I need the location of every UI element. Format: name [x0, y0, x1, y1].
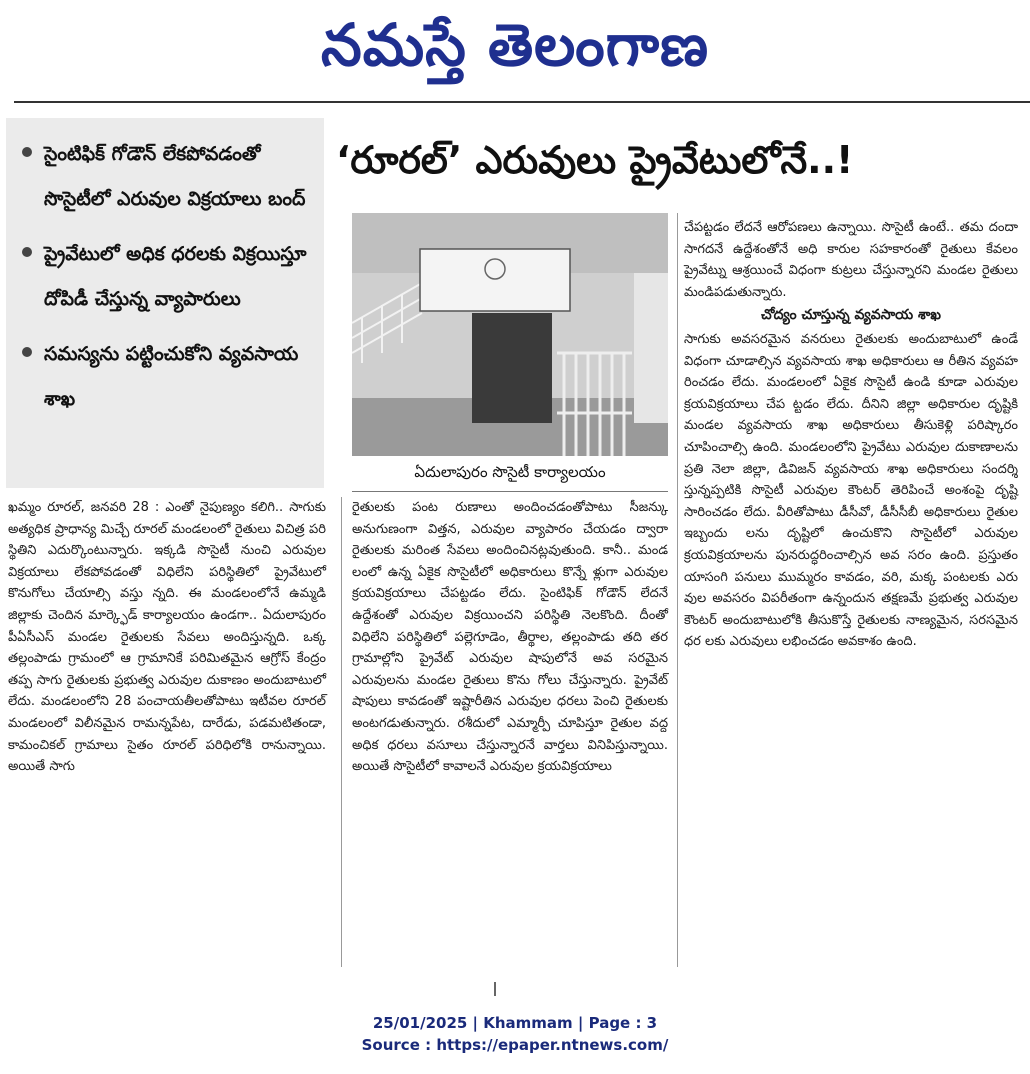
masthead-rule: [14, 101, 1030, 103]
source-link[interactable]: Source : https://epaper.ntnews.com/: [361, 1036, 669, 1054]
caption-rule: [352, 491, 668, 492]
highlight-text: సమస్యను పట్టించుకోని వ్యవసాయ శాఖ: [44, 343, 299, 410]
office-building-illustration: [352, 213, 668, 456]
article-paragraph: రైతులకు పంట రుణాలు అందించడంతోపాటు సీజన్కు అనుగుణంగా విత్తన, ఎరువుల వ్యాపారం చేయడం ద్వారా రైతులకు మరింత సేవలు అందించినట్లవుతుంది. కానీ.. మండ లంలో ఉన్న ఏకైక సొసైటీలో అధికారులు కొన్నే ళ్లుగా ఎరువుల క్రయవిక్రయాలు చేపట్టడం లేదు. సైంటిఫిక్ గోడౌన్ లేదనే ఉద్దేశంతో ఎరువుల విక్రయించని పరిస్థితి నెలకొంది. దీంతో విధిలేని పరిస్థితిలో పల్లెగూడెం, తీర్థాల, తల్లంపాడు తది తర గ్రామాల్లోని ప్రైవేట్ ఎరువుల షాపులోనే అవ సరమైన ఎరువులను మండల రైతులు కొను గోలు చేస్తున్నారు. ప్రైవేట్ షాపులు కావడంతో ఇష్టారీతిన ఎరువుల ధరలు పెంచి రైతులకు అంటగడుతున్నారు. రశీదులో ఎమ్మార్పీ చూపిస్తూ రైతుల వద్ద అధిక ధరలు వసూలు చేస్తున్నారనే వార్తలు వినిపిస్తున్నాయి. అయితే సొసైటీలో కావాలనే ఎరువుల క్రయవిక్రయాలు: [352, 500, 668, 775]
article-subheading: చోద్యం చూస్తున్న వ్యవసాయ శాఖ: [761, 307, 941, 324]
article-paragraph: ఖమ్మం రూరల్, జనవరి 28 : ఎంతో నైపుణ్యం కలిగి.. సాగుకు అత్యధిక ప్రాధాన్య మిచ్చే రూరల్ మండలంలో రైతులు విచిత్ర పరి స్థితిని ఎదుర్కొంటున్నారు. ఇక్కడి సొసైటీ నుంచి ఎరువుల విక్రయాలు లేకపోవడంతో విధిలేని పరిస్థితిలో ప్రైవేటులో కొనుగోలు చేయాల్సి వస్తు న్నది. ఈ మండలంలోనే ఉమ్మడి జిల్లాకు చెందిన మార్క్ఫెడ్ కార్యాలయం ఉండగా.. ఏదులాపురం పీఏసీఎస్ మండల రైతులకు సేవలు అందిస్తున్నది. ఒక్క తల్లంపాడు గ్రామంలో ఆ గ్రామానికే పరిమితమైన ఆగ్రోస్ కేంద్రం తప్ప సాగు రైతులకు ప్రభుత్వ ఎరువుల దుకాణం అందుబాటులో లేదు. మండలంలోని 28 పంచాయతీలతోపాటు ఇటీవల రూరల్ మండలంలో విలీనమైన రామన్నపేట, దారేడు, పడమటితండా, కామంచికల్ గ్రామాలు సైతం రూరల్ పరిధిలోకి రానున్నాయి. అయితే సాగు: [8, 500, 326, 775]
newspaper-title: నమస్తే తెలంగాణ: [321, 11, 709, 79]
highlight-text: ప్రైవేటులో అధిక ధరలకు విక్రయిస్తూ దోపిడీ చేస్తున్న వ్యాపారులు: [44, 243, 307, 310]
highlight-item: [22, 332, 316, 422]
edition-info: 25/01/2025 | Khammam | Page : 3: [372, 1014, 658, 1032]
highlight-text: సైంటిఫిక్ గోడౌన్ లేకపోవడంతో సొసైటీలో ఎరువుల విక్రయాలు బంద్: [44, 143, 306, 210]
column-divider: [677, 213, 678, 967]
highlight-item: [22, 132, 316, 222]
photo-caption: ఏదులాపురం సొసైటీ కార్యాలయం: [414, 463, 606, 481]
bullet-icon: [22, 147, 32, 157]
article-paragraph: సాగుకు అవసరమైన వనరులు రైతులకు అందుబాటులో ఉండే విధంగా చూడాల్సిన వ్యవసాయ శాఖ అధికారులు ఆ రీతిన వ్యవహ రించడం లేదు. మండలంలో ఏకైక సొసైటీ ఉండి కూడా ఎరువుల క్రయవిక్రయాలు చేప ట్టడం లేదు. దీనిని జిల్లా అధికారుల దృష్టికి మండల వ్యవసాయ శాఖ అధికారులు తీసుకెళ్లి పరిష్కారం చూపించాల్సి ఉంది. మండలంలోని ప్రైవేటు ఎరువుల దుకాణాలను ప్రతి నెలా జిల్లా, డివిజన్ వ్యవసాయ శాఖ అధికారులు సందర్శి స్తున్నప్పటికి సొసైటీ ఎరువుల కౌంటర్ తెరిపించే అంశంపై దృష్టి సారించడం లేదు. వీరితోపాటు డీసీవో, డీసీసీబీ అధికారులు రైతుల ఇబ్బందు లను దృష్టిలో ఉంచుకొని సొసైటీలో ఎరువుల క్రయవిక్రయాలను పునరుద్ధరించాల్సిన అవ సరం ఉంది. ప్రస్తుతం యాసంగి పనులు ముమ్మరం కావడం, వరి, మక్క పంటలకు ఎరు వుల అవసరం విపరీతంగా ఉన్నందున తక్షణమే ప్రభుత్వ ఎరువుల కౌంటర్ అందుబాటులోకి తీసుకొస్తే రైతులకు నాణ్యమైన, సరసమైన ధర లకు ఎరువులు లభించడం అవకాశం ఉంది.: [684, 331, 1018, 650]
highlights-box: [6, 118, 324, 488]
society-office-photo: [352, 213, 668, 456]
article-paragraph: చేపట్టడం లేదనే ఆరోపణలు ఉన్నాయి. సొసైటీ ఉంటే.. తమ దందా సాగదనే ఉద్దేశంతోనే అధి కారుల సహకారంతో రైతులు కేవలం ప్రైవేట్ను ఆశ్రయించే విధంగా కుట్రలు చేస్తున్నారని మండల రైతులు మండిపడుతున్నారు.: [684, 220, 1018, 300]
column-divider: [341, 497, 342, 967]
bullet-icon: [22, 347, 32, 357]
masthead: [0, 0, 1030, 100]
article-column-3: [684, 217, 1018, 653]
article-headline: ‘రూరల్’ ఎరువులు ప్రైవేటులోనే..!: [336, 138, 854, 182]
highlight-item: [22, 232, 316, 322]
page-fold-mark: [494, 982, 496, 996]
article-column-2: [352, 497, 668, 778]
bullet-icon: [22, 247, 32, 257]
article-column-1: [8, 497, 326, 778]
